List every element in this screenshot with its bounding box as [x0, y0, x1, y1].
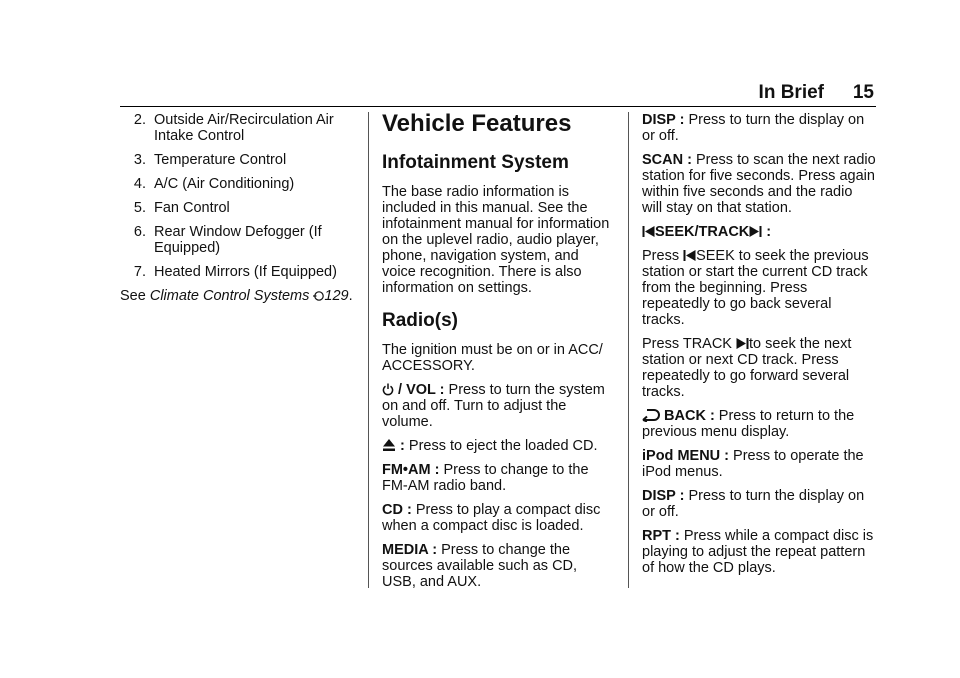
disp-label: DISP : [642, 112, 685, 128]
page-number: 15 [852, 82, 874, 103]
paragraph-infotainment: The base radio information is included in this manual. See the infotainment manual for information on the uplevel radio, audio player, phone, navigation system, and voice recognition. There is also information on settings. [382, 184, 610, 296]
list-text: A/C (Air Conditioning) [154, 176, 295, 192]
seek-track-label: SEEK/TRACK [655, 224, 750, 240]
column-3 [642, 112, 876, 584]
item-fmam [382, 462, 614, 494]
list-item [120, 224, 356, 256]
rpt-text: Press while a compact disc is playing to adjust the repeat pattern of how the CD plays. [642, 528, 874, 576]
see-prefix: See [120, 288, 150, 304]
scan-label: SCAN : [642, 152, 692, 168]
scan-text: Press to scan the next radio station for five seconds. Press again within five seconds and the radio will stay on that station. [642, 152, 876, 216]
list-text: Outside Air/Recirculation Air Intake Control [154, 112, 334, 144]
eject-icon [382, 438, 396, 452]
item-back [642, 408, 876, 440]
heading-infotainment: Infotainment System [382, 152, 569, 173]
media-label: MEDIA : [382, 542, 438, 558]
item-disp-2 [642, 488, 876, 520]
list-item [120, 112, 356, 144]
ipod-label: iPod MENU : [642, 448, 729, 464]
item-eject [382, 438, 614, 454]
power-icon [382, 383, 394, 396]
list-number: 2. [133, 112, 146, 128]
column-1 [120, 112, 356, 312]
page-reference-icon [313, 290, 324, 302]
see-end: . [348, 288, 353, 304]
ipod-text: Press to operate the iPod menus. [642, 448, 864, 480]
item-disp-1 [642, 112, 876, 144]
section-title: In Brief [758, 82, 824, 103]
back-text: Press to return to the previous menu display. [642, 408, 855, 440]
vol-text: Press to turn the system on and off. Turn to adjust the volume. [382, 382, 605, 430]
item-track [642, 336, 876, 400]
see-page[interactable]: 129 [324, 288, 349, 304]
seek-forward-icon [749, 225, 762, 238]
list-number: 3. [133, 152, 146, 168]
heading-radios: Radio(s) [382, 310, 458, 331]
track-post: to seek the next station or next CD track. Press repeatedly to go forward several tracks. [642, 336, 852, 400]
list-number: 4. [133, 176, 146, 192]
seek-track-colon: : [762, 224, 772, 240]
list-number: 5. [133, 200, 146, 216]
heading-vehicle-features: Vehicle Features [382, 110, 572, 137]
item-seek-track [642, 224, 876, 240]
item-rpt [642, 528, 876, 576]
seek-forward-icon [736, 337, 749, 350]
column-2 [382, 110, 614, 598]
disp-text: Press to turn the display on or off. [642, 112, 865, 144]
cd-label: CD : [382, 502, 412, 518]
seek-back-icon [683, 249, 696, 262]
seek-post: SEEK to seek the previous station or start the current CD track from the beginning. Press repeatedly to go back several tracks. [642, 248, 869, 328]
list-number: 7. [133, 264, 146, 280]
eject-text: Press to eject the loaded CD. [404, 438, 598, 454]
seek-back-icon [642, 225, 655, 238]
list-text: Temperature Control [154, 152, 287, 168]
fmam-text: Press to change to the FM-AM radio band. [382, 462, 589, 494]
item-media [382, 542, 614, 590]
paragraph-ignition: The ignition must be on or in ACC/ ACCESSORY. [382, 342, 603, 374]
list-text: Rear Window Defogger (If Equipped) [154, 224, 322, 256]
eject-label: : [400, 438, 405, 454]
seek-pre: Press [642, 248, 684, 264]
media-text: Press to change the sources available such as CD, USB, and AUX. [382, 542, 578, 590]
disp-label: DISP : [642, 488, 685, 504]
track-pre: Press TRACK [642, 336, 737, 352]
item-cd [382, 502, 614, 534]
disp-text: Press to turn the display on or off. [642, 488, 865, 520]
list-text: Heated Mirrors (If Equipped) [154, 264, 337, 280]
rpt-label: RPT : [642, 528, 680, 544]
item-seek [642, 248, 876, 328]
cd-text: Press to play a compact disc when a compact disc is loaded. [382, 502, 601, 534]
list-item [120, 176, 356, 192]
item-vol [382, 382, 614, 430]
fmam-label: FM•AM : [382, 462, 440, 478]
column-divider-2 [628, 112, 629, 588]
list-item [120, 264, 356, 280]
item-scan [642, 152, 876, 216]
list-item [120, 152, 356, 168]
back-arrow-icon [642, 409, 660, 422]
list-item [120, 200, 356, 216]
column-divider-1 [368, 112, 369, 588]
page-header [120, 80, 876, 107]
back-label: BACK : [664, 408, 715, 424]
item-ipod [642, 448, 876, 480]
list-text: Fan Control [154, 200, 230, 216]
see-reference [120, 288, 356, 304]
list-number: 6. [133, 224, 146, 240]
see-link[interactable]: Climate Control Systems [149, 288, 310, 304]
vol-label: / VOL : [398, 382, 445, 398]
